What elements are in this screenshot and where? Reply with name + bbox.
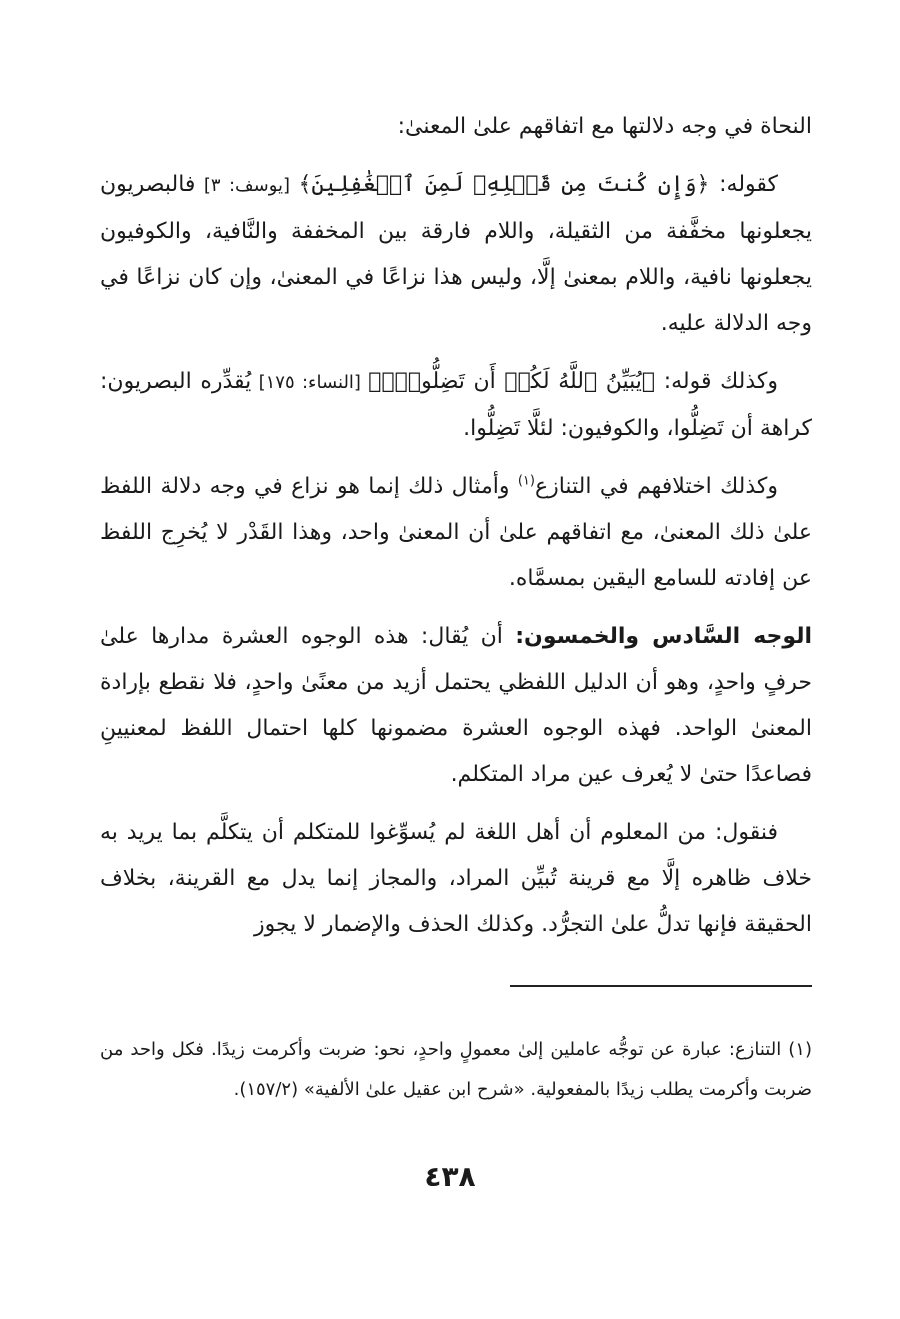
quran-verse-yusuf: ﴿وَإِن كُنتَ مِن قَبۡلِهِۦ لَمِنَ ٱلۡغَٰفِلِينَ﴾ (298, 172, 710, 197)
paragraph-3-text: يُقدِّره البصريون: كراهة أن تَضِلُّوا، والكوفيون: لئلَّا تَضِلُّوا. (100, 369, 812, 441)
footnote-divider (510, 985, 812, 987)
page-number: ٤٣٨ (424, 1160, 476, 1193)
verse-reference-yusuf: [يوسف: ٣] (195, 175, 299, 196)
paragraph-3-prefix: وكذلك قوله: (655, 369, 778, 394)
paragraph-3 (100, 359, 812, 452)
paragraph-2-prefix: كقوله: (709, 172, 779, 197)
section-heading: الوجه السَّادس والخمسون: (515, 624, 813, 649)
paragraph-6: فنقول: من المعلوم أن أهل اللغة لم يُسوِّغوا للمتكلم أن يتكلَّم بما يريد به خلاف ظاهره إلَّا مع قرينة تُبيِّن المراد، والمجاز إنما يدل مع القرينة، بخلاف الحقيقة فإنها تدلُّ علىٰ التجرُّد. وكذلك الحذف والإضمار لا يجوز (100, 820, 812, 937)
paragraph-1: النحاة في وجه دلالتها مع اتفاقهم علىٰ المعنىٰ: (397, 114, 812, 139)
paragraph-2 (100, 162, 812, 347)
paragraph-5 (100, 614, 812, 798)
page-body (100, 104, 812, 948)
quran-verse-nisa: ﴿يُبَيِّنُ ٱللَّهُ لَكُمۡ أَن تَضِلُّواْۗ﴾ (368, 369, 656, 394)
footnote-marker: (١) (517, 473, 535, 489)
paragraph-4 (100, 464, 812, 602)
verse-reference-nisa: [النساء: ١٧٥] (251, 372, 369, 393)
footnote: (١) التنازع: عبارة عن توجُّه عاملين إلىٰ معمولٍ واحدٍ، نحو: ضربت وأكرمت زيدًا. فكل واحد من ضربت وأكرمت يطلب زيدًا بالمفعولية. «شرح ابن عقيل علىٰ الألفية» (١٥٧/٢). (100, 1039, 812, 1100)
paragraph-4-text-b: وأمثال ذلك إنما هو نزاع في وجه دلالة اللفظ علىٰ ذلك المعنىٰ، مع اتفاقهم علىٰ أن المعنىٰ واحد، وهذا القَدْر لا يُخرِج اللفظ عن إفادته للسامع اليقين بمسمَّاه. (100, 474, 812, 591)
paragraph-5-text: أن يُقال: هذه الوجوه العشرة مدارها علىٰ حرفٍ واحدٍ، وهو أن الدليل اللفظي يحتمل أزيد من معنًىٰ واحدٍ، فلا نقطع بإرادة المعنىٰ الواحد. فهذه الوجوه العشرة مضمونها كلها احتمال اللفظ لمعنيينِ فصاعدًا حتىٰ لا يُعرف عين مراد المتكلم. (100, 624, 812, 787)
paragraph-2-text: فالبصريون يجعلونها مخفَّفة من الثقيلة، واللام فارقة بين المخففة والنَّافية، والكوفيون يجعلونها نافية، واللام بمعنىٰ إلَّا، وليس هذا نزاعًا في المعنىٰ، وإن كان نزاعًا في وجه الدلالة عليه. (100, 172, 812, 336)
paragraph-4-text-a: وكذلك اختلافهم في التنازع (534, 474, 779, 499)
